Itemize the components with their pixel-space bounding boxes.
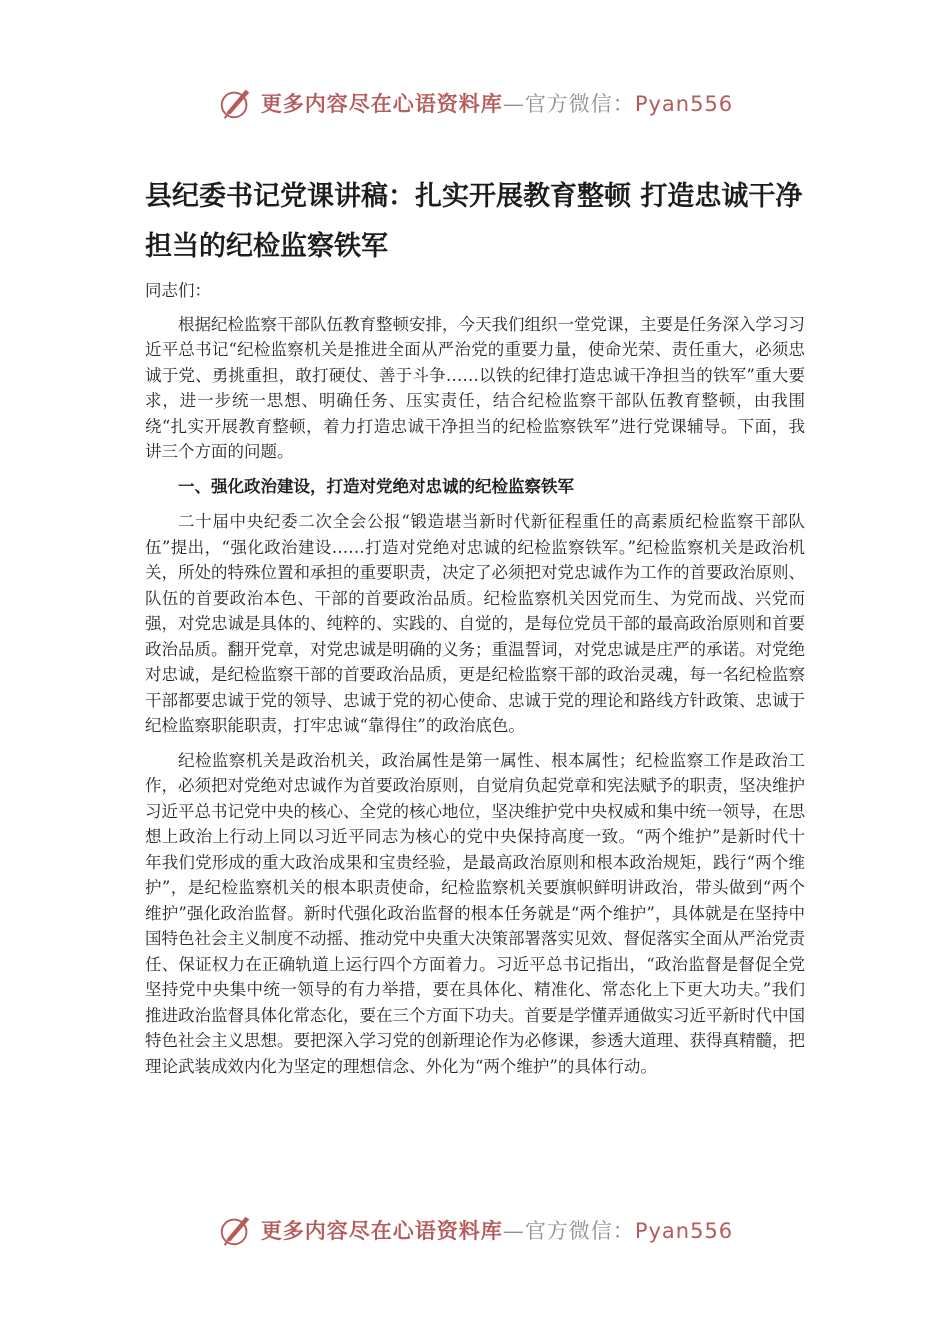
- watermark-text: [261, 88, 733, 118]
- watermark-account: Pyan556: [634, 1219, 734, 1243]
- body-paragraph: 纪检监察机关是政治机关，政治属性是第一属性、根本属性；纪检监察工作是政治工作，必须把对党绝对忠诚作为首要政治原则，自觉肩负起党章和宪法赋予的职责，坚决维护习近平总书记党中央的核心、全党的核心地位，坚决维护党中央权威和集中统一领导，在思想上政治上行动上同以习近平同志为核心的党中央保持高度一致。“两个维护”是新时代十年我们党形成的重大政治成果和宝贵经验，是最高政治原则和根本政治规矩，践行“两个维护”，是纪检监察机关的根本职责使命，纪检监察机关要旗帜鲜明讲政治，带头做到“两个维护”强化政治监督。新时代强化政治监督的根本任务就是“两个维护”，具体就是在坚持中国特色社会主义制度不动摇、推动党中央重大决策部署落实见效、督促落实全面从严治党责任、保证权力在正确轨道上运行四个方面着力。习近平总书记指出，“政治监督是督促全党坚持党中央集中统一领导的有力举措，要在具体化、精准化、常态化上下更大功夫。”我们推进政治监督具体化常态化，要在三个方面下功夫。首要是学懂弄通做实习近平新时代中国特色社会主义思想。要把深入学习党的创新理论作为必修课，参透大道理、获得真精髓，把理论武装成效内化为坚定的理想信念、外化为“两个维护”的具体行动。: [145, 750, 805, 1076]
- footer-watermark: [0, 1205, 950, 1255]
- watermark-main-text: 更多内容尽在心语资料库: [260, 91, 503, 116]
- watermark-main-text: 更多内容尽在心语资料库: [260, 1218, 503, 1243]
- watermark-sub-text: —官方微信：: [502, 1219, 635, 1243]
- document-title: 县纪委书记党课讲稿：扎实开展教育整顿 打造忠诚干净担当的纪检监察铁军: [145, 181, 803, 262]
- watermark-sub-text: —官方微信：: [502, 92, 635, 116]
- intro-paragraph: 根据纪检监察干部队伍教育整顿安排，今天我们组织一堂党课，主要是任务深入学习习近平总书记“纪检监察机关是推进全面从严治党的重要力量，使命光荣、责任重大，必须忠诚于党、勇挑重担，敢打硬仗、善于斗争……以铁的纪律打造忠诚干净担当的铁军”重大要求，进一步统一思想、明确任务、压实责任，结合纪检监察干部队伍教育整顿，由我围绕“扎实开展教育整顿，着力打造忠诚干净担当的纪检监察铁军”进行党课辅导。下面，我讲三个方面的问题。: [145, 314, 805, 461]
- quill-pen-icon: [217, 84, 255, 122]
- header-watermark: [0, 78, 950, 128]
- body-paragraph: 二十届中央纪委二次全会公报“锻造堪当新时代新征程重任的高素质纪检监察干部队伍”提出，“强化政治建设……打造对党绝对忠诚的纪检监察铁军。”纪检监察机关是政治机关，所处的特殊位置和承担的重要职责，决定了必须把对党忠诚作为工作的首要政治原则、队伍的首要政治本色、干部的首要政治品质。纪检监察机关因党而生、为党而战、兴党而强，对党忠诚是具体的、纯粹的、实践的、自觉的，是每位党员干部的最高政治原则和首要政治品质。翻开党章，对党忠诚是明确的义务；重温誓词，对党忠诚是庄严的承诺。对党绝对忠诚，是纪检监察干部的首要政治品质，更是纪检监察干部的政治灵魂，每一名纪检监察干部都要忠诚于党的领导、忠诚于党的初心使命、忠诚于党的理论和路线方针政策、忠诚于纪检监察职能职责，打牢忠诚“靠得住”的政治底色。: [145, 512, 805, 735]
- watermark-text: [261, 1215, 733, 1245]
- document-body: [145, 172, 805, 1088]
- section-heading: 一、强化政治建设，打造对党绝对忠诚的纪检监察铁军: [178, 476, 574, 496]
- watermark-account: Pyan556: [634, 92, 734, 116]
- salutation: 同志们：: [145, 281, 211, 300]
- quill-pen-icon: [217, 1211, 255, 1249]
